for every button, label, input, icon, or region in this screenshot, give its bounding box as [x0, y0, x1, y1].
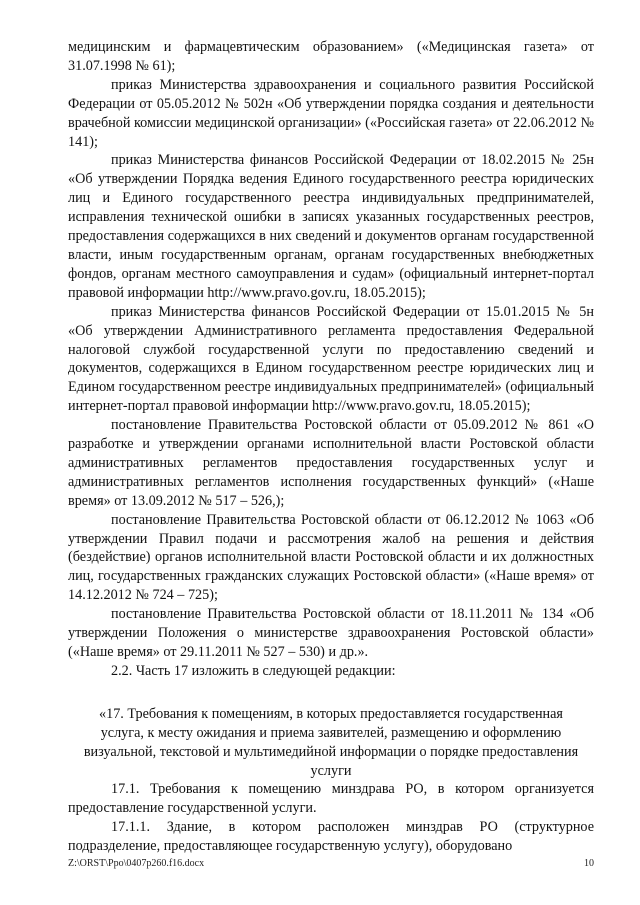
- paragraph-order-502n: приказ Министерства здравоохранения и социального развития Российской Федерации от 05.05.2012 № 502н «Об утверждении порядка создания и деятельности врачебной комиссии медицинской организации» («Российская газета» от 22.06.2012 № 141);: [68, 76, 594, 150]
- section-heading: «17. Требования к помещениям, в которых предоставляется государственная услуга, к месту ожидания и приема заявителей, размещению и оформлению визуальной, текстовой и мультимедийной информации о порядке предоставления услуги: [83, 705, 579, 779]
- document-page: [68, 38, 594, 856]
- page-number: 10: [584, 858, 594, 869]
- paragraph-17-1-1: 17.1.1. Здание, в котором расположен минздрав РО (структурное подразделение, предоставляющее государственную услугу), оборудовано: [68, 819, 594, 855]
- paragraph-17-1: 17.1. Требования к помещению минздрава РО, в котором организуется предоставление государственной услуги.: [68, 781, 594, 817]
- paragraph-continuation: медицинским и фармацевтическим образованием» («Медицинская газета» от 31.07.1998 № 61);: [68, 39, 594, 74]
- paragraph-resolution-861: постановление Правительства Ростовской области от 05.09.2012 № 861 «О разработке и утверждении органами исполнительной власти Ростовской области административных регламентов предоставления государственных услуг и административных регламентов исполнения государственных функций» («Наше время» от 13.09.2012 № 517 – 526,);: [68, 417, 594, 509]
- paragraph-resolution-134: постановление Правительства Ростовской области от 18.11.2011 № 134 «Об утверждении Положения о министерстве здравоохранения Ростовской области» («Наше время» от 29.11.2011 № 527 – 530) и др.».: [68, 606, 594, 660]
- paragraph-order-25n: приказ Министерства финансов Российской Федерации от 18.02.2015 № 25н «Об утверждении Порядка ведения Единого государственного реестра юридических лиц и Единого государственного реестра индивидуальных предпринимателей, исправления технической ошибки в записях указанных государственных реестров, предоставления содержащихся в них сведений и документов органам государственной власти, иным государственным органам, органам государственных внебюджетных фондов, органам местного самоуправления и судам» (официальный интернет-портал правовой информации http://www.pravo.gov.ru, 18.05.2015);: [68, 152, 594, 301]
- footer-file-path: Z:\ORST\Ppo\0407p260.f16.docx: [68, 858, 205, 869]
- paragraph-resolution-1063: постановление Правительства Ростовской области от 06.12.2012 № 1063 «Об утверждении Правил подачи и рассмотрения жалоб на решения и действия (бездействие) органов исполнительной власти Ростовской области и их должностных лиц, государственных гражданских служащих Ростовской области» («Наше время» от 14.12.2012 № 724 – 725);: [68, 511, 594, 604]
- paragraph-section-2-2: 2.2. Часть 17 изложить в следующей редакции:: [111, 662, 396, 679]
- paragraph-order-5n: приказ Министерства финансов Российской Федерации от 15.01.2015 № 5н «Об утверждении Административного регламента предоставления Федеральной налоговой службой государственной услуги по предоставлению сведений и документов, содержащихся в Едином государственном реестре юридических лиц и Едином государственном реестре индивидуальных предпринимателей» (официальный интернет-портал правовой информации http://www.pravo.gov.ru, 18.05.2015);: [68, 303, 594, 415]
